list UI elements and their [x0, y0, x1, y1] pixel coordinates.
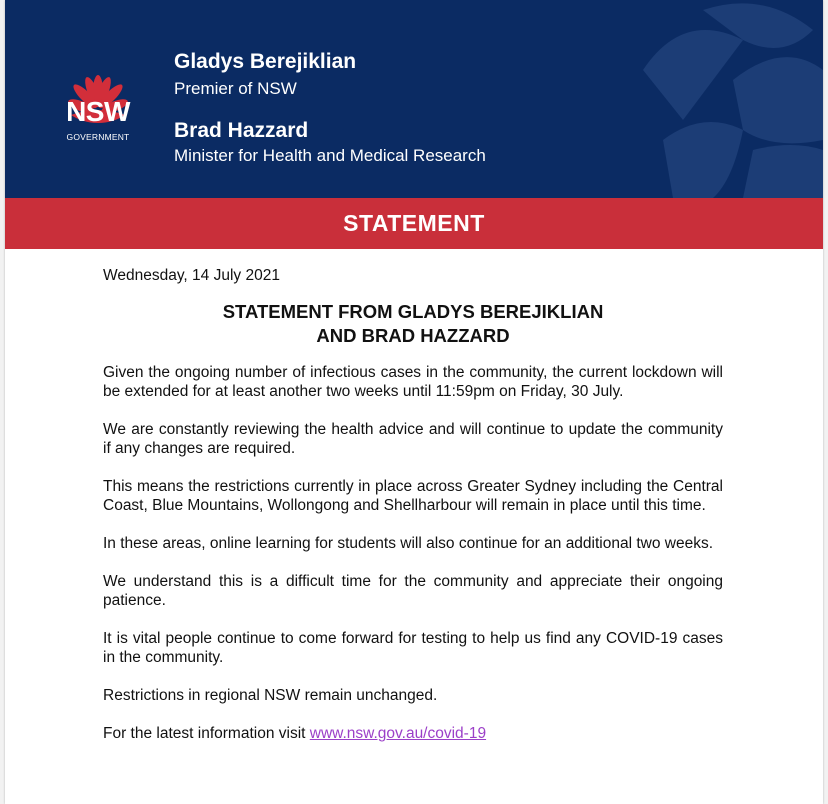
paragraph: This means the restrictions currently in place across Greater Sydney including the Central Coast, Blue Mountains, Wollongong and Shellharbour will remain in place until this time. — [103, 478, 723, 514]
paragraph: We understand this is a difficult time for the community and appreciate their ongoing patience. — [103, 573, 723, 609]
waratah-watermark-icon — [623, 0, 823, 198]
paragraph: Given the ongoing number of infectious cases in the community, the current lockdown will be extended for at least another two weeks until 11:59pm on Friday, 30 July. — [103, 364, 723, 400]
closing-paragraph — [103, 724, 723, 743]
paragraph: We are constantly reviewing the health advice and will continue to update the community if any changes are required. — [103, 421, 723, 457]
paragraph: In these areas, online learning for students will also continue for an additional two weeks. — [103, 535, 714, 552]
headline-line-2: AND BRAD HAZZARD — [316, 325, 510, 346]
government-subtext: GOVERNMENT — [66, 132, 130, 142]
covid-info-link[interactable]: www.nsw.gov.au/covid-19 — [309, 725, 487, 742]
document-page — [5, 0, 823, 804]
statement-headline — [103, 300, 723, 348]
nsw-wordmark: NSW — [66, 96, 130, 127]
headline-line-1: STATEMENT FROM GLADYS BEREJIKLIAN — [222, 301, 604, 322]
header-banner — [5, 0, 823, 198]
minister-name: Brad Hazzard — [174, 119, 309, 142]
statement-body — [103, 266, 723, 762]
premier-title: Premier of NSW — [174, 79, 297, 98]
paragraph: Restrictions in regional NSW remain unchanged. — [103, 687, 438, 704]
premier-name: Gladys Berejiklian — [174, 50, 357, 73]
minister-title: Minister for Health and Medical Research — [174, 146, 486, 165]
statement-date: Wednesday, 14 July 2021 — [103, 267, 280, 284]
closing-text: For the latest information visit — [103, 725, 310, 742]
paragraph: It is vital people continue to come forward for testing to help us find any COVID-19 cases in the community. — [103, 630, 723, 666]
statement-bar: STATEMENT — [5, 198, 823, 249]
